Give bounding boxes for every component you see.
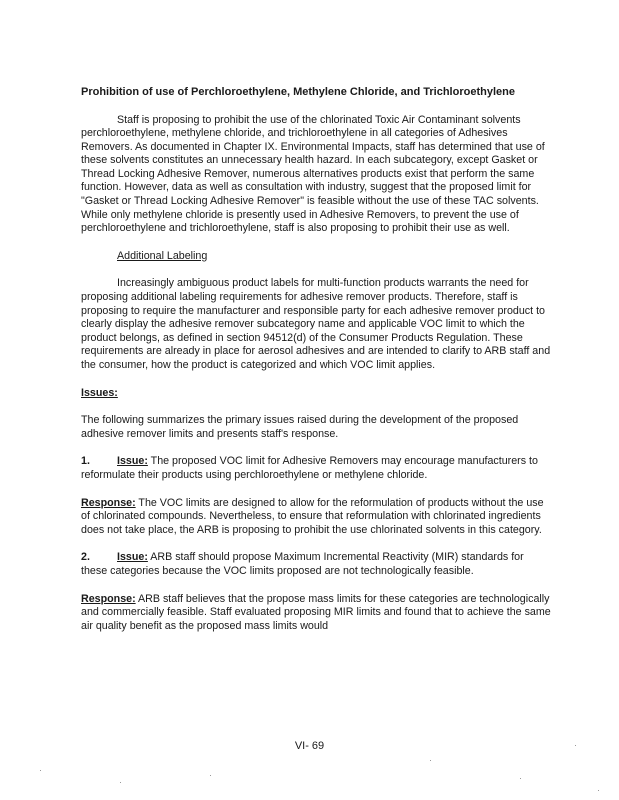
- response-1: [81, 497, 551, 538]
- issue-2-text: ARB staff should propose Maximum Incremental Reactivity (MIR) standards for these categories because the VOC limits proposed are not technologically feasible.: [81, 551, 524, 577]
- response-1-label: Response:: [81, 496, 136, 509]
- page-number: VI- 69: [294, 740, 325, 752]
- response-2-text: ARB staff believes that the propose mass limits for these categories are technologically and commercially feasible. Staff evaluated proposing MIR limits and found that to achieve the same air quality benefit as the proposed mass limits would: [81, 592, 551, 632]
- scan-speck: [575, 745, 576, 746]
- subheading-additional-labeling: Additional Labeling: [117, 249, 208, 262]
- issues-heading: Issues:: [81, 386, 118, 399]
- issue-1-text: The proposed VOC limit for Adhesive Removers may encourage manufacturers to reformulate their products using perchloroethylene or methylene chloride.: [81, 455, 538, 481]
- page-content: [81, 85, 551, 633]
- response-2-label: Response:: [81, 592, 136, 605]
- paragraph-prohibition: Staff is proposing to prohibit the use of the chlorinated Toxic Air Contaminant solvents perchloroethylene, methylene chloride, and trichloroethylene in all categories of Adhesives Removers. As documented in Chapter IX. Environmental Impacts, staff has determined that use of these solvents constitutes an unnecessary health hazard. In each subcategory, except Gasket or Thread Locking Adhesive Remover, numerous alternatives products exist that perform the same function. However, data as well as consultation with industry, suggest that the proposed limit for "Gasket or Thread Locking Adhesive Remover" is feasible without the use of these TAC solvents. While only methylene chloride is presently used in Adhesive Removers, to prevent the use of perchloroethylene and trichloroethylene, staff is also proposing to prohibit their use as well.: [81, 113, 545, 235]
- response-2: [81, 593, 551, 634]
- issue-1: [81, 455, 551, 482]
- scan-speck: [40, 770, 41, 771]
- issue-2-number: 2.: [81, 551, 90, 564]
- response-1-text: The VOC limits are designed to allow for the reformulation of products without the use of chlorinated compounds. Nevertheless, to ensure that reformulation with chlorinated ingredients does not take place, the ARB is proposing to prohibit the use chlorinated solvents in this category.: [81, 496, 544, 536]
- issues-intro: The following summarizes the primary issues raised during the development of the proposed adhesive remover limits and presents staff's response.: [81, 414, 519, 440]
- scan-speck: [430, 760, 431, 761]
- scan-speck: [598, 790, 599, 791]
- section-title: Prohibition of use of Perchloroethylene, Methylene Chloride, and Trichloroethylene: [81, 86, 515, 98]
- issue-1-number: 1.: [81, 455, 90, 468]
- issue-2: [81, 551, 551, 578]
- issue-1-label: Issue:: [117, 455, 148, 468]
- issue-2-label: Issue:: [117, 551, 148, 564]
- scan-speck: [210, 775, 211, 776]
- scan-speck: [120, 782, 121, 783]
- paragraph-labeling: Increasingly ambiguous product labels for multi-function products warrants the need for proposing additional labeling requirements for adhesive remover products. Therefore, staff is proposing to require the manufacturer and responsible party for each adhesive remover product to clearly display the adhesive remover subcategory name and applicable VOC limit to which the product belongs, as defined in section 94512(d) of the Consumer Products Regulation. These requirements are already in place for aerosol adhesives and are intended to clarify to ARB staff and the consumer, how the product is categorized and which VOC limit applies.: [81, 277, 551, 371]
- scan-speck: [520, 778, 521, 779]
